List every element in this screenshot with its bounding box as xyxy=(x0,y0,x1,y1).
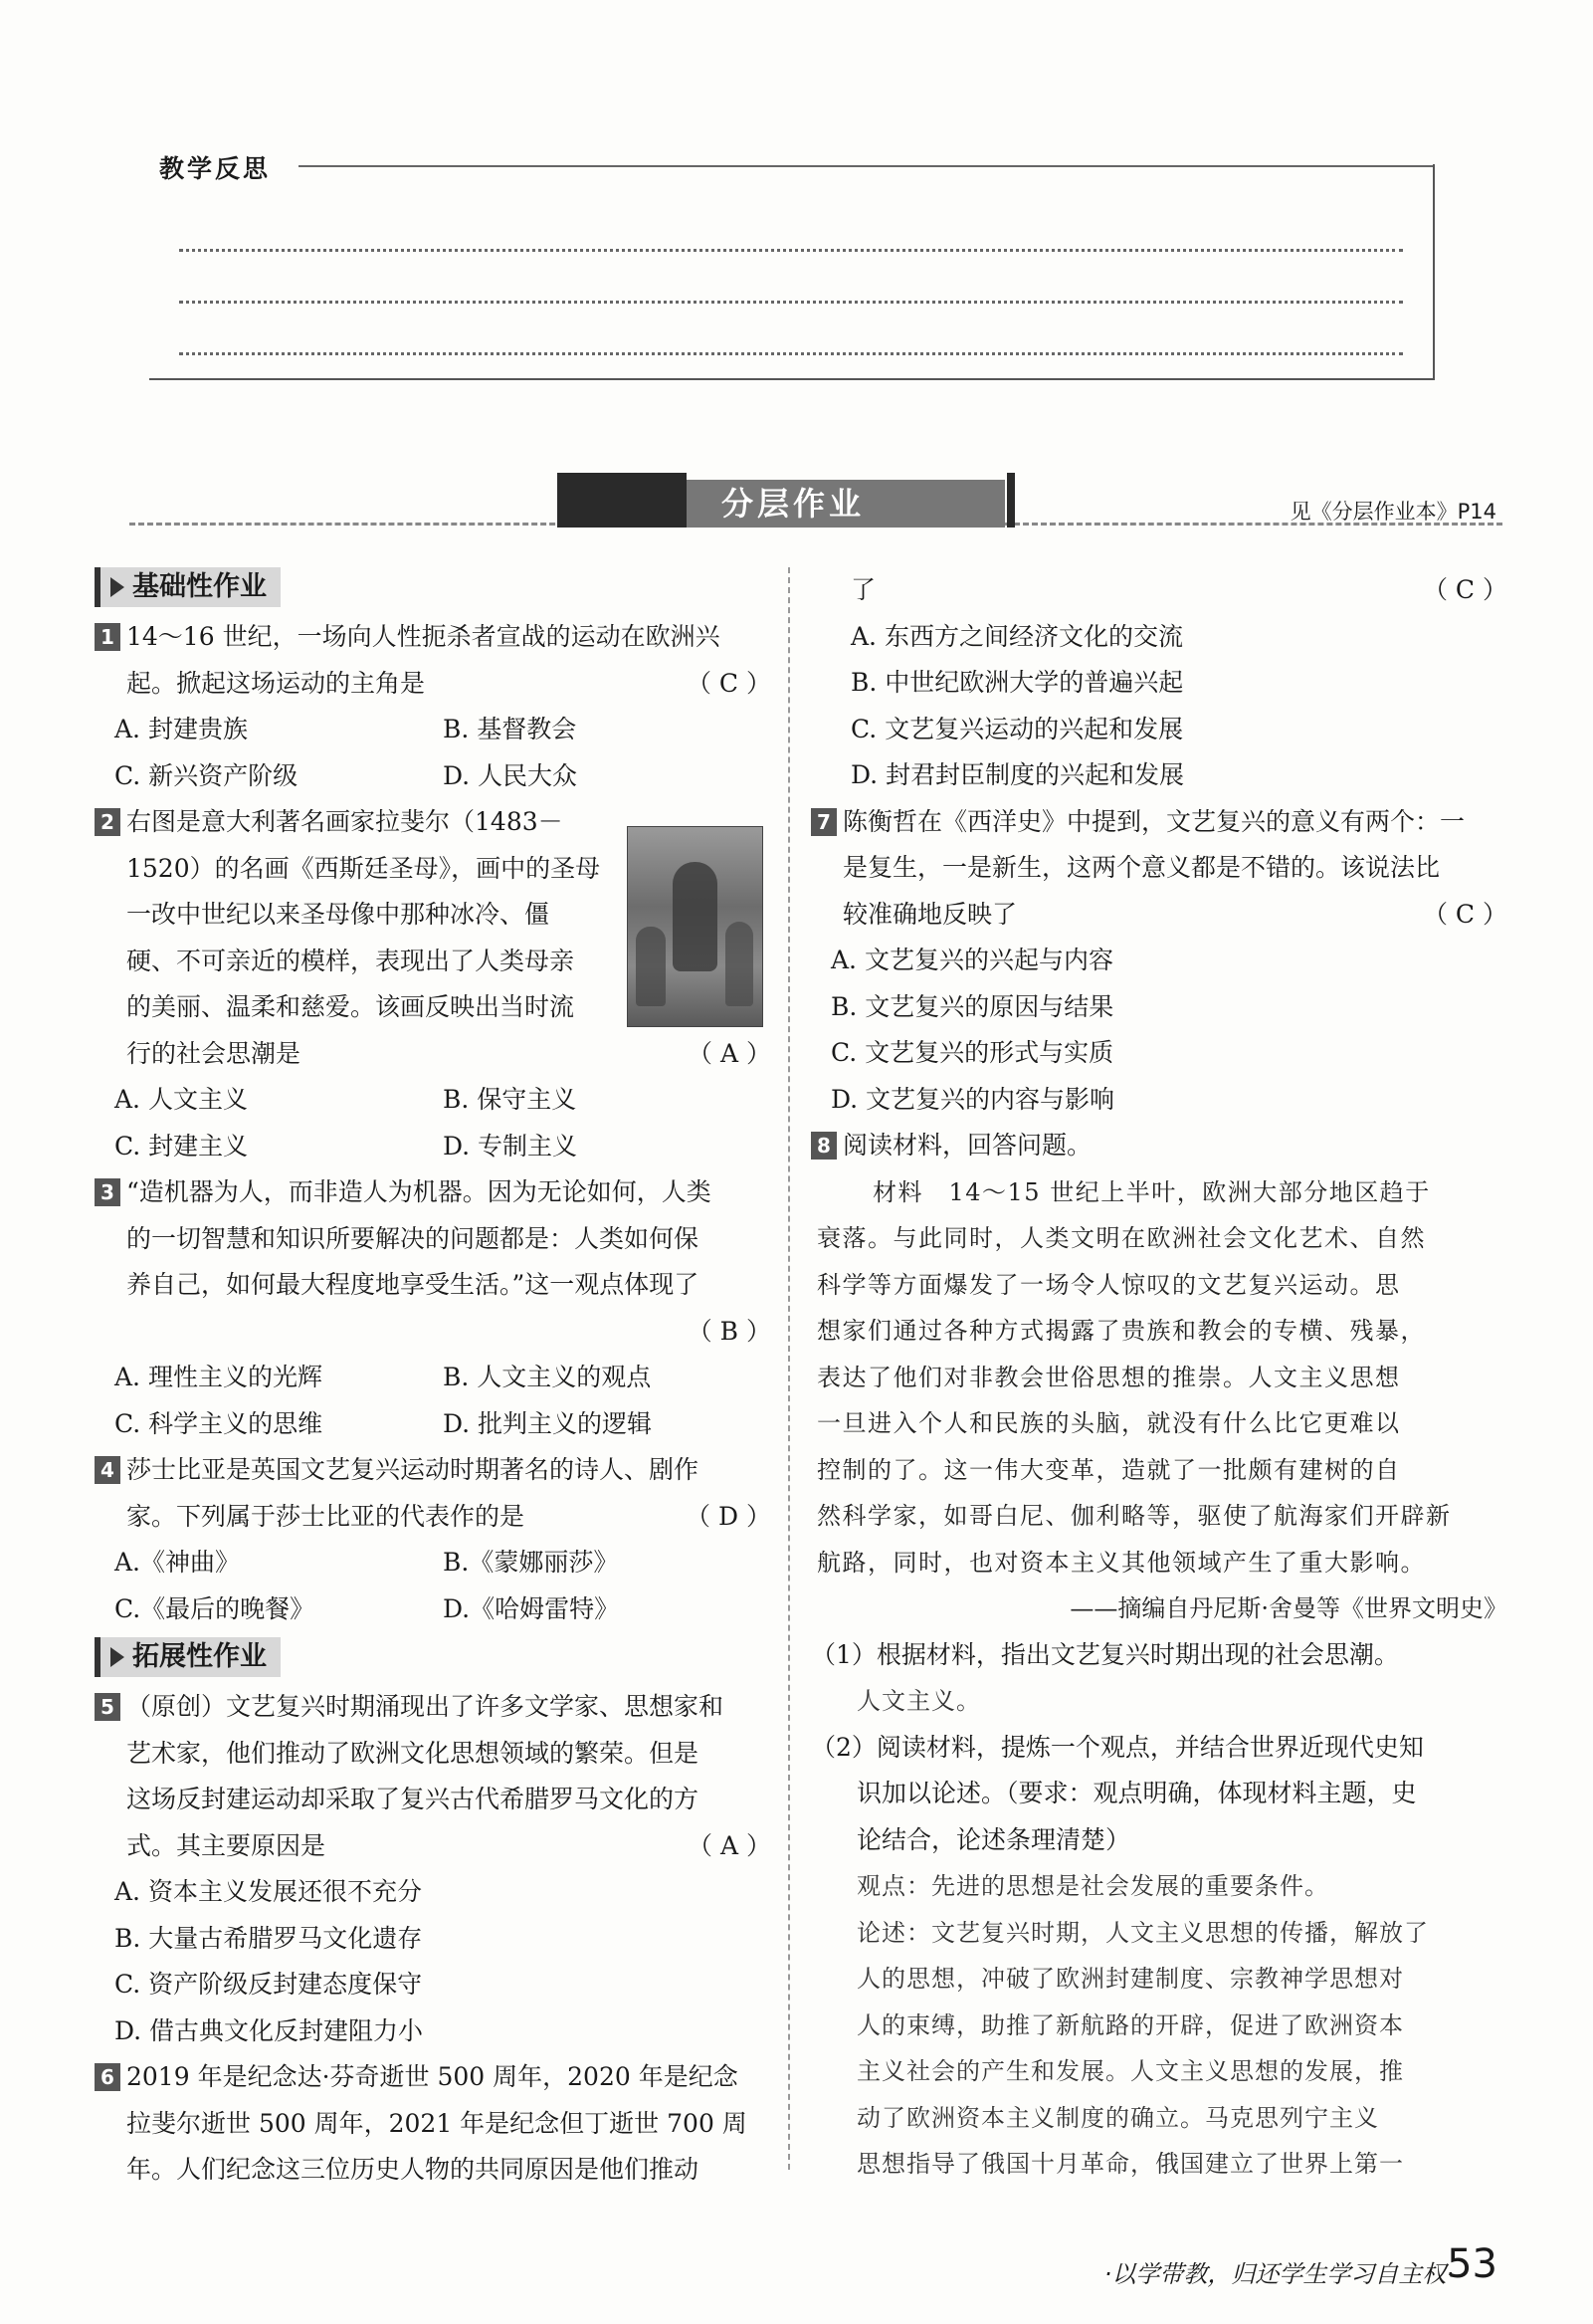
question-line: 2019 年是纪念达·芬奇逝世 500 周年，2020 年是纪念 xyxy=(126,2062,738,2091)
question-7 xyxy=(811,799,1507,939)
question-line: 的美丽、温柔和慈爱。该画反映出当时流 xyxy=(126,992,575,1021)
option: A. 封建贵族 xyxy=(114,715,248,743)
answer-mark: （ C ） xyxy=(686,668,771,698)
answer-mark: （ B ） xyxy=(687,1316,771,1346)
question-line: 一改中世纪以来圣母像中那种冰冷、僵 xyxy=(126,900,550,929)
question-8 xyxy=(811,1123,1507,1169)
question-line: 右图是意大利著名画家拉斐尔（1483－ xyxy=(126,807,563,836)
option: D. 借古典文化反封建阻力小 xyxy=(114,2015,424,2045)
footer-motto: ·以学带教，归还学生学习自主权· xyxy=(1103,2260,1454,2288)
question-prompt: 阅读材料，回答问题。 xyxy=(843,1131,1093,1160)
question-number: 5 xyxy=(95,1693,120,1721)
left-column xyxy=(95,562,771,2194)
options-q4 xyxy=(95,1540,771,1632)
options-q5 xyxy=(95,1869,771,2054)
option: B. 中世纪欧洲大学的普遍兴起 xyxy=(851,668,1184,697)
question-line: 了 xyxy=(851,575,877,604)
option: D.《哈姆雷特》 xyxy=(443,1593,620,1623)
reflection-title: 教学反思 xyxy=(159,154,272,183)
answer-mark: （ C ） xyxy=(1422,575,1507,604)
option: C. 文艺复兴运动的兴起和发展 xyxy=(851,714,1184,743)
answer-line: 论述：文艺复兴时期，人文主义思想的传播，解放了 xyxy=(857,1918,1429,1947)
question-line: 家。下列属于莎士比亚的代表作的是 xyxy=(126,1501,525,1531)
option: D. 文艺复兴的内容与影响 xyxy=(831,1084,1115,1114)
options-q1 xyxy=(95,707,771,799)
option: B. 大量古希腊罗马文化遗存 xyxy=(114,1923,423,1953)
material-line: 然科学家，如哥白尼、伽利略等，驱使了航海家们开辟新 xyxy=(817,1502,1452,1530)
material-line: 衰落。与此同时，人类文明在欧洲社会文化艺术、自然 xyxy=(817,1224,1426,1252)
material-line: 控制的了。这一伟大变革，造就了一批颇有建树的自 xyxy=(817,1455,1401,1484)
answer-line: 思想指导了俄国十月革命，俄国建立了世界上第一 xyxy=(857,2150,1404,2178)
banner-title: 分层作业 xyxy=(687,480,1005,528)
section-basic xyxy=(95,564,771,610)
sub-question-2-answer xyxy=(811,1863,1507,2188)
question-line: 是复生，一是新生，这两个意义都是不错的。该说法比 xyxy=(843,853,1441,882)
option: A.《神曲》 xyxy=(114,1548,241,1577)
question-line: 莎士比亚是英国文艺复兴运动时期著名的诗人、剧作 xyxy=(126,1455,699,1484)
question-line: 硬、不可亲近的模样，表现出了人类母亲 xyxy=(126,946,575,975)
option: B. 保守主义 xyxy=(443,1085,577,1114)
option: A. 理性主义的光辉 xyxy=(114,1363,322,1391)
option: B. 文艺复兴的原因与结果 xyxy=(831,991,1114,1021)
option: C. 资产阶级反封建态度保守 xyxy=(114,1970,423,1999)
answer-line: 观点：先进的思想是社会发展的重要条件。 xyxy=(857,1872,1329,1900)
options-q6 xyxy=(811,614,1507,799)
question-line: 陈衡哲在《西洋史》中提到，文艺复兴的意义有两个：一 xyxy=(843,806,1466,836)
material-source: ——摘编自丹尼斯·舍曼等《世界文明史》 xyxy=(1070,1594,1507,1622)
option: C. 科学主义的思维 xyxy=(114,1408,323,1438)
option: D. 人民大众 xyxy=(443,760,578,790)
question-number: 8 xyxy=(811,1132,837,1160)
option: A. 人文主义 xyxy=(114,1085,248,1114)
banner-dark-block xyxy=(557,473,687,528)
option: D. 专制主义 xyxy=(443,1131,578,1161)
question-line: 艺术家，他们推动了欧洲文化思想领域的繁荣。但是 xyxy=(126,1738,699,1768)
question-number: 4 xyxy=(95,1456,120,1484)
question-line: 式。其主要原因是 xyxy=(126,1830,326,1860)
question-1 xyxy=(95,614,771,707)
question-line: 行的社会思潮是 xyxy=(126,1038,301,1068)
banner-end-bar xyxy=(1007,473,1015,528)
question-number: 7 xyxy=(811,808,837,836)
question-number: 1 xyxy=(95,623,120,651)
sistine-madonna-image xyxy=(627,826,763,1027)
question-4 xyxy=(95,1447,771,1540)
question-line: 1520）的名画《西斯廷圣母》，画中的圣母 xyxy=(126,853,601,883)
answer-line: 动了欧洲资本主义制度的确立。马克思列宁主义 xyxy=(857,2103,1379,2132)
answer-mark: （ A ） xyxy=(688,1830,771,1860)
option: A. 资本主义发展还很不充分 xyxy=(114,1877,422,1906)
question-line: 起。掀起这场运动的主角是 xyxy=(126,668,426,698)
question-line: （原创）文艺复兴时期涌现出了许多文学家、思想家和 xyxy=(126,1692,724,1721)
option: C. 新兴资产阶级 xyxy=(114,760,299,790)
material-line: 科学等方面爆发了一场令人惊叹的文艺复兴运动。思 xyxy=(817,1270,1401,1299)
option: C. 封建主义 xyxy=(114,1131,249,1161)
column-divider xyxy=(788,567,790,2170)
option: C. 文艺复兴的形式与实质 xyxy=(831,1038,1114,1067)
reflection-writing-line xyxy=(179,249,1403,252)
material-line: 一旦进入个人和民族的头脑，就没有什么比它更难以 xyxy=(817,1409,1401,1437)
reflection-writing-line xyxy=(179,301,1403,304)
options-q2 xyxy=(95,1077,771,1169)
reflection-box xyxy=(149,164,1435,380)
reading-material xyxy=(811,1169,1507,1632)
option: B. 人文主义的观点 xyxy=(443,1363,652,1391)
question-line: 这场反封建运动却采取了复兴古代希腊罗马文化的方 xyxy=(126,1785,699,1813)
option: A. 东西方之间经济文化的交流 xyxy=(851,621,1183,651)
option: C.《最后的晚餐》 xyxy=(114,1593,315,1623)
page-number: 53 xyxy=(1447,2241,1497,2287)
options-q3 xyxy=(95,1355,771,1447)
section-extended-label: 拓展性作业 xyxy=(132,1641,267,1672)
option: B. 基督教会 xyxy=(443,715,577,743)
answer-line: 人的束缚，助推了新航路的开辟，促进了欧洲资本 xyxy=(857,2010,1404,2039)
answer-mark: （ C ） xyxy=(1422,899,1507,929)
sub-question-1-answer: 人文主义。 xyxy=(857,1687,981,1715)
question-line: 较准确地反映了 xyxy=(843,899,1018,929)
answer-line: 人的思想，冲破了欧洲封建制度、宗教神学思想对 xyxy=(857,1965,1404,1993)
question-3 xyxy=(95,1169,771,1355)
question-number: 3 xyxy=(95,1178,120,1206)
right-column xyxy=(811,567,1507,2188)
question-number: 6 xyxy=(95,2063,120,2091)
answer-mark: （ A ） xyxy=(688,1038,771,1068)
question-line: 的一切智慧和知识所要解决的问题都是：人类如何保 xyxy=(126,1223,699,1253)
arrow-icon xyxy=(110,1647,124,1667)
reflection-writing-line xyxy=(179,352,1403,355)
banner-reference: 见《分层作业本》P14 xyxy=(1290,500,1496,524)
answer-mark: （ D ） xyxy=(686,1501,771,1531)
section-basic-label: 基础性作业 xyxy=(132,571,267,602)
option: B.《蒙娜丽莎》 xyxy=(443,1548,619,1577)
material-line: 航路，同时，也对资本主义其他领域产生了重大影响。 xyxy=(817,1548,1426,1577)
question-number: 2 xyxy=(95,808,120,836)
arrow-icon xyxy=(110,577,124,597)
question-6 xyxy=(95,2054,771,2194)
sub-question-1: （1）根据材料，指出文艺复兴时期出现的社会思潮。 xyxy=(811,1639,1399,1669)
option: D. 封君封臣制度的兴起和发展 xyxy=(851,760,1185,789)
sub-question-2-line: （2）阅读材料，提炼一个观点，并结合世界近现代史知 xyxy=(811,1732,1424,1762)
question-line: 年。人们纪念这三位历史人物的共同原因是他们推动 xyxy=(126,2155,699,2184)
question-line: 养自己，如何最大程度地享受生活。”这一观点体现了 xyxy=(126,1270,699,1299)
sub-question-2-line: 论结合，论述条理清楚） xyxy=(857,1824,1131,1854)
option: A. 文艺复兴的兴起与内容 xyxy=(831,946,1113,974)
question-line: 14～16 世纪，一场向人性扼杀者宣战的运动在欧洲兴 xyxy=(126,622,720,651)
material-line: 想家们通过各种方式揭露了贵族和教会的专横、残暴， xyxy=(817,1317,1426,1345)
options-q7 xyxy=(811,938,1507,1123)
question-5 xyxy=(95,1684,771,1869)
option: D. 批判主义的逻辑 xyxy=(443,1408,653,1438)
material-line: 表达了他们对非教会世俗思想的推崇。人文主义思想 xyxy=(817,1363,1401,1391)
question-line: “造机器为人，而非造人为机器。因为无论如何，人类 xyxy=(126,1177,711,1206)
question-line: 拉斐尔逝世 500 周年，2021 年是纪念但丁逝世 700 周 xyxy=(126,2108,747,2138)
material-line: 材料 14～15 世纪上半叶，欧洲大部分地区趋于 xyxy=(873,1177,1431,1206)
section-extended xyxy=(95,1634,771,1680)
sub-question-2-line: 识加以论述。（要求：观点明确，体现材料主题，史 xyxy=(857,1779,1417,1807)
answer-line: 主义社会的产生和发展。人文主义思想的发展，推 xyxy=(857,2057,1404,2085)
